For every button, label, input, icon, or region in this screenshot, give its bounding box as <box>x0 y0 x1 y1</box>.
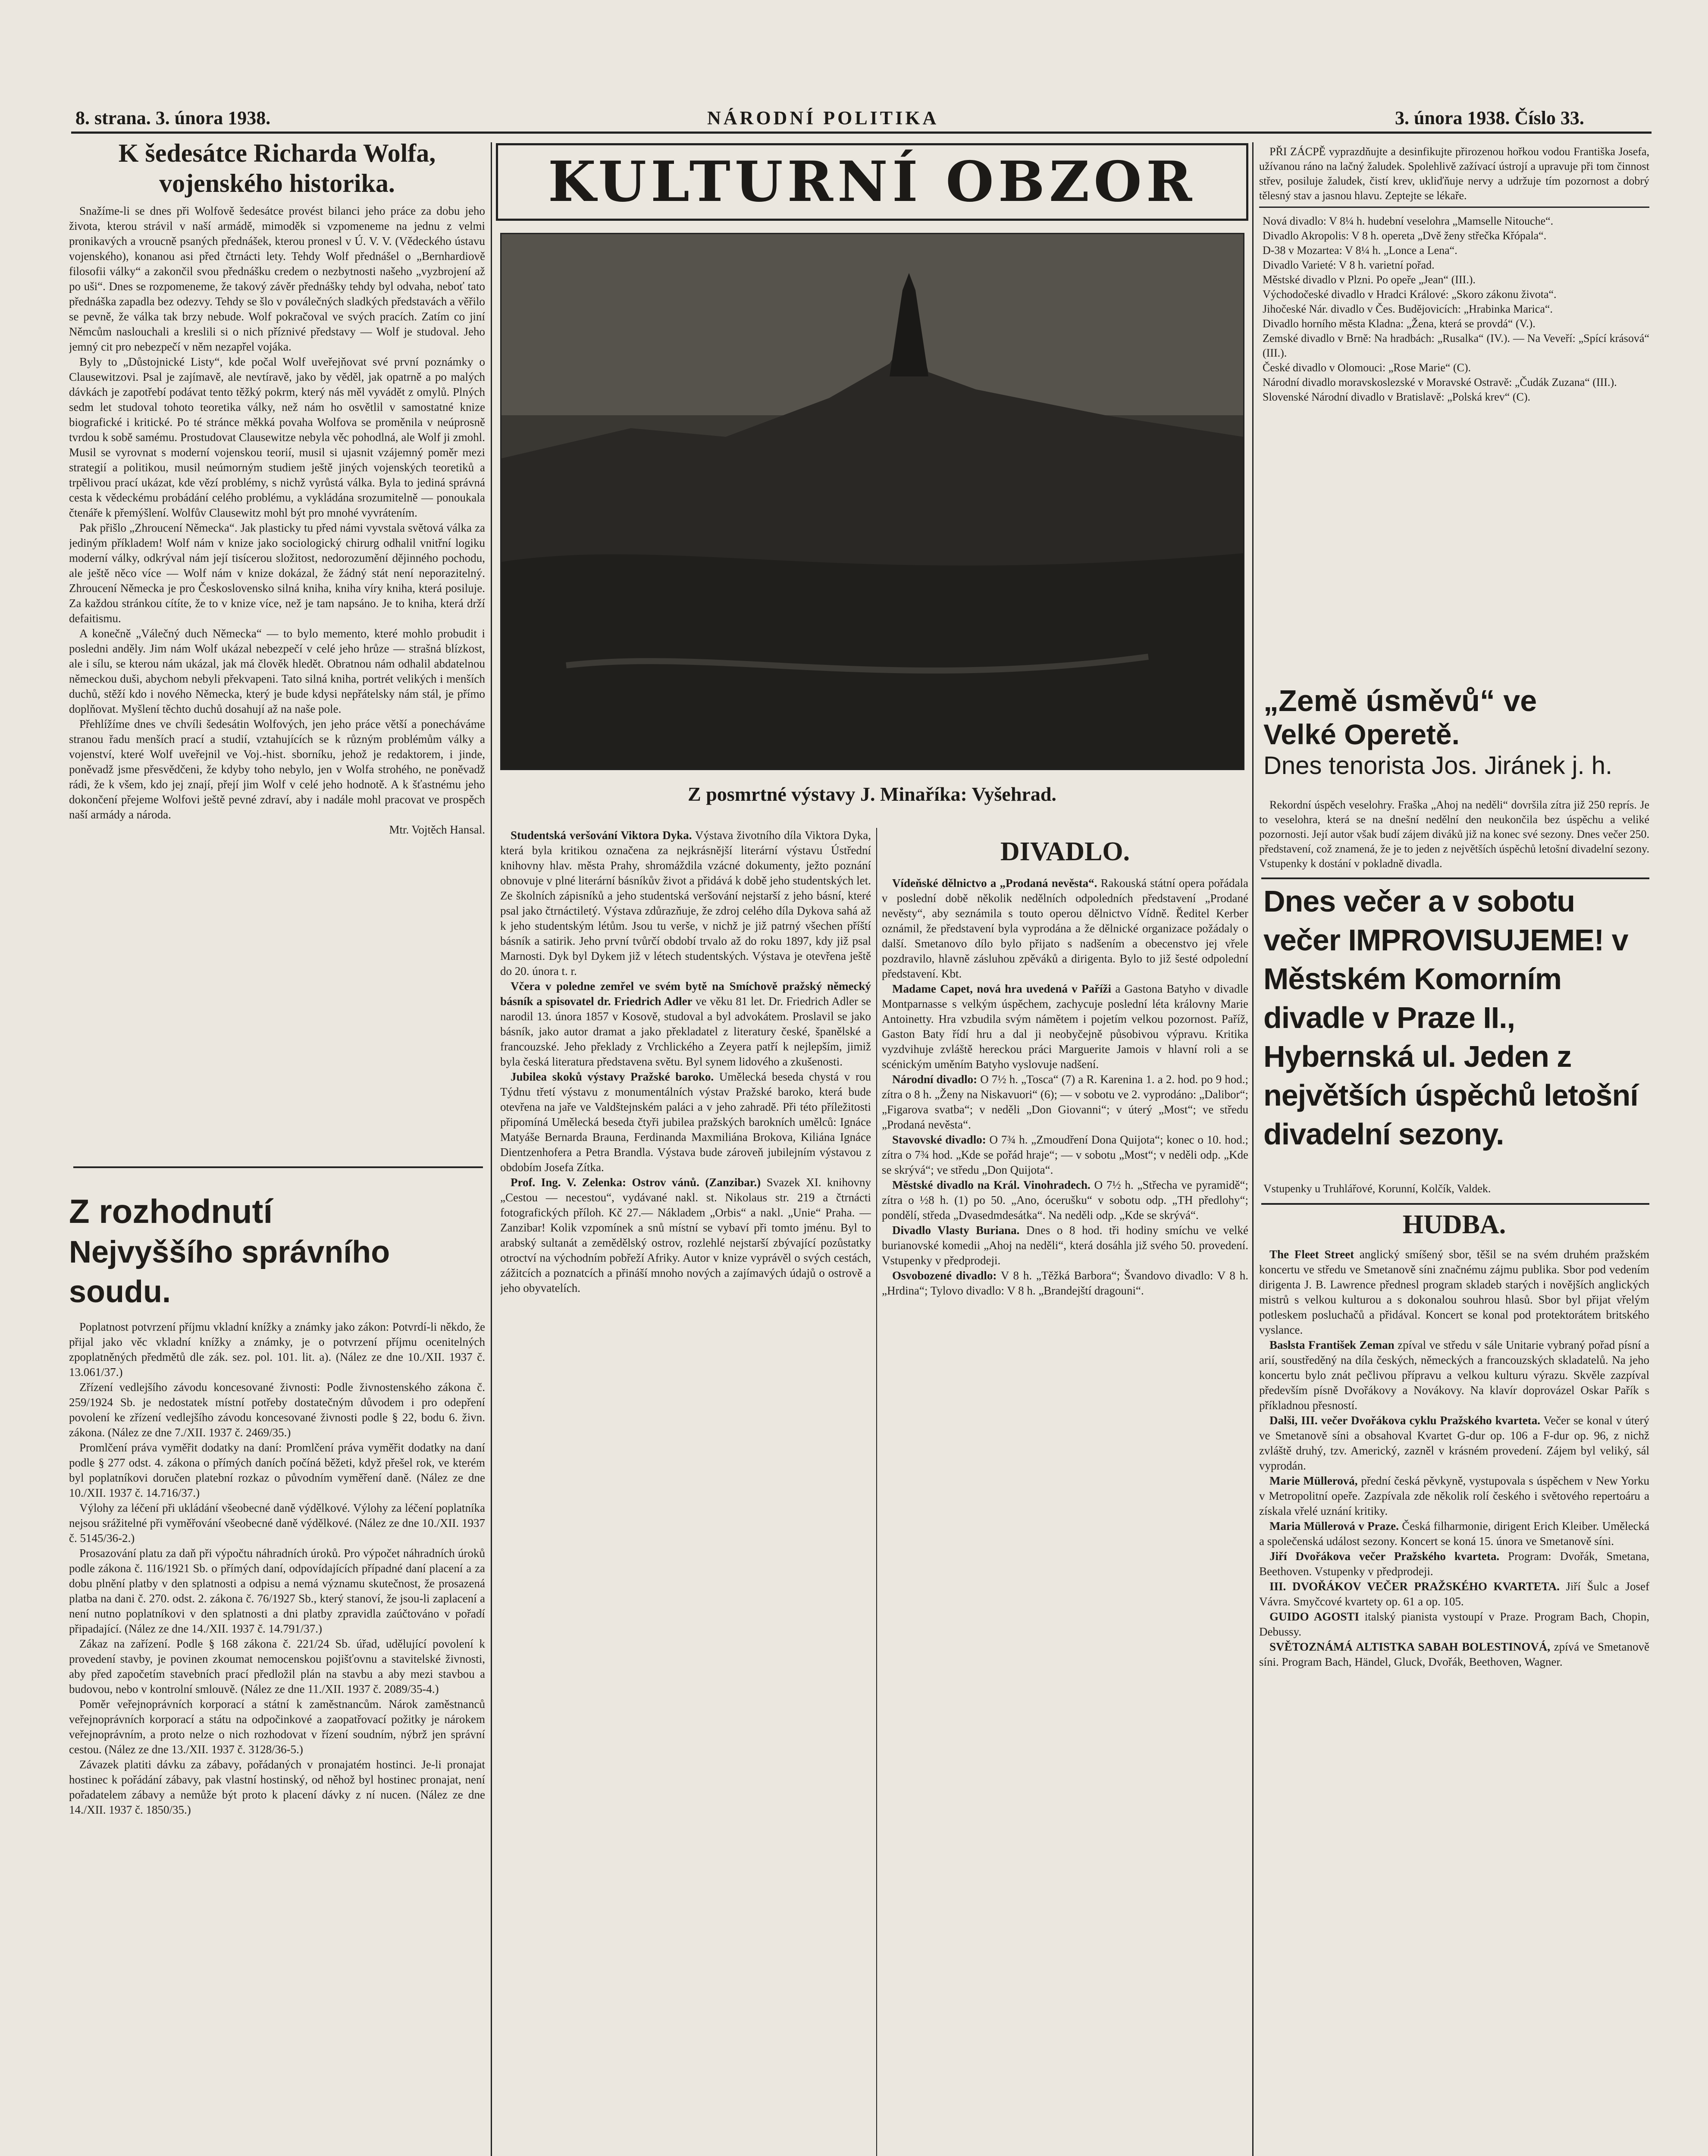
court-article <box>69 1190 485 2156</box>
bitter-water-ad: PŘI ZÁCPĚ vyprazdňujte a desinfikujte přirozenou hořkou vodou Františka Josefa, užívanou ráno na lačný žaludek. Spolehlivě zažívací ústrojí a upravuje při tom činnost střev, posiluje žaludek, čistí krev, ukliďňuje nervy a udržuje tím pozornost a dobrý tělesný stav a jasnou hlavu. Zeptejte se lékaře. <box>1259 144 1649 208</box>
operetta-line-2: Velké Operetě. <box>1263 718 1460 750</box>
hudba-item-head: Jiří Dvořákova večer Pražského kvarteta. <box>1269 1550 1500 1563</box>
culture-list <box>500 828 871 1296</box>
hudba-item <box>1259 1519 1649 1549</box>
hudba-item <box>1259 1609 1649 1639</box>
wolf-title-2: vojenského historika. <box>159 169 395 197</box>
hudba-item-text: italský pianista vystoupí v Praze. Program Bach, Chopin, Debussy. <box>1259 1610 1649 1638</box>
divadlo-item <box>882 1132 1248 1178</box>
hudba-list <box>1259 1247 1649 1670</box>
court-title-2: Nejvyššího správního soudu. <box>69 1235 390 1309</box>
program-item: Nová divadlo: V 8¼ h. hudební veselohra „Mamselle Nitouche“. <box>1263 215 1554 227</box>
vysehrad-photo <box>500 233 1244 770</box>
culture-item-head: Prof. Ing. V. Zelenka: Ostrov vánů. (Zanzibar.) <box>511 1176 761 1189</box>
column-divider-1 <box>491 142 492 2156</box>
divadlo-section <box>882 834 1248 2156</box>
improv-tickets <box>1263 1181 1647 1199</box>
improv-tickets-text: Vstupenky u Truhlářové, Korunní, Kolčík, Valdek. <box>1263 1182 1491 1195</box>
program-item: Východočeské divadlo v Hradci Králové: „Skoro zákonu života“. <box>1263 288 1557 301</box>
divadlo-list <box>882 876 1248 1298</box>
hudba-item-text: Česká filharmonie, dirigent Erich Kleiber. Umělecká a společenská událost sezony. Koncert se koná 15. února ve Smetanově síni. <box>1259 1520 1649 1548</box>
culture-column <box>500 828 871 2156</box>
divadlo-item-head: Stavovské divadlo: <box>892 1133 986 1146</box>
divadlo-item-head: Osvobozené divadlo: <box>892 1269 997 1282</box>
court-decision: Prosazování platu za daň při výpočtu náhradních úroků. Pro výpočet náhradních úroků podle zákona č. 116/1921 Sb. o přímých daní, odpovídajících případné daní placení a za dobu plnění platby v den splatnosti a odpisu a nemá významu skutečnost, že prosazená platba na dani č. 270. odst. 2. zákona č. 76/1927 Sb., který stanoví, že jsou-li zaplacení a není nutno poplatníkovi v den splatnosti a dni platby zpravidla zaúčtováno v pořadí připadající. (Nález ze dne 14./XII. 1937 č. 14.791/37.) <box>69 1547 485 1635</box>
header-right: 3. února 1938. Číslo 33. <box>1395 107 1584 128</box>
hudba-item-text: zpíval ve středu v sále Unitarie vybraný pořad písní a arií, soustředěný na díla českých, německých a francouzských skladatelů. Na jeho koncertu bylo znát pečlivou přípravu a velkou kulturu výrazu. Skvěle zazpíval především písně Dvořákovy a Novákovy. Na klavír doprovázel Oskar Pařík s příkladnou přesností. <box>1259 1338 1649 1412</box>
divadlo-item <box>882 1178 1248 1223</box>
header-left: 8. strana. 3. února 1938. <box>75 107 271 128</box>
court-decision: Promlčení práva vyměřit dodatky na daní: Promlčení práva vyměřit dodatky na daní podle § 277 odst. 4. zákona o přímých daních počíná běžeti, když přešel rok, ve kterém byl poplatníkovi doručen platební rozkaz o původním vyměření daně. (Nález ze dne 10./XII. 1937 č. 14.716/37.) <box>69 1441 485 1499</box>
hudba-item-head: Marie Müllerová, <box>1269 1474 1358 1487</box>
program-item: Divadlo Varieté: V 8 h. varietní pořad. <box>1263 259 1435 271</box>
success-note <box>1259 798 1649 875</box>
program-item: D-38 v Mozartea: V 8¼ h. „Lonce a Lena“. <box>1263 244 1457 257</box>
column-divider-2 <box>1252 142 1254 2156</box>
divadlo-item <box>882 1268 1248 1298</box>
wolf-paragraph: Přehlížíme dnes ve chvíli šedesátin Wolfových, jen jeho práce větší a ponecháváme stranou řadu menších prací a studií, vztahujících se k různým problémům války a vojenství, které Wolf uveřejnil ve Voj.-hist. sborníku, jehož je redaktorem, i jinde, poněvadž jsme přesvědčeni, že kdyby toho nebylo, jen v Wolfa strohého, ne poněvadž rádi, že k všem, kdo jej znají, přejí jim Wolf v celé jeho hodnotě. A k šťastnému jeho dokončení přejeme Wolfovi ještě pevné zdraví, aby i nadále mohl pracovat ve prospěch naší armády a národa. <box>69 718 485 821</box>
wolf-paragraph: Snažíme-li se dnes při Wolfově šedesátce provést bilanci jeho práce za dobu jeho života, kterou strávil v naší armádě, mimoděk si vzpomeneme na jednu z velmi pronikavých a vroucně psaných přednášek, kterou pronesl v Ú. V. V. (Vědeckého ústavu vojenského), konanou asi před čtrnácti lety. Tehdy Wolf přednášel o „Bernhardiově filosofii války“ a zakončil svou přednášku credem o nezbytnosti našeho „vyzbrojení až po uši“. Dnes se rozpomeneme, že takový závěr přednášky tehdy byl odvaha, neboť tato přednáška zapadla bez odezvy. Tehdy se šlo v poválečných sladkých představách a věřilo se pevně, že válka tak brzy nebude. Wolf pokračoval ve svých pracích. Zatím co jiní Němcům naslouchali a kreslili si o nich příznivé představy — Wolf je studoval. Jeho jemný cit pro nebezpečí v něm nezapřel vojáka. <box>69 204 485 353</box>
culture-banner <box>496 143 1248 221</box>
hudba-item-text: Program: Dvořák, Smetana, Beethoven. Vstupenky v předprodeji. <box>1259 1550 1649 1578</box>
divadlo-item-text: O 7½ h. „Tosca“ (7) a R. Karenina 1. a 2. hod. po 9 hod.; zítra o 8 h. „Ženy na Niskavuori“ (6); — v sobotu ve 2. vyprodáno: „Dalibor“; „Figarova svatba“; v neděli „Don Giovanni“; v úterý „Most“; ve středu „Prodaná nevěsta“. <box>882 1073 1248 1131</box>
divadlo-item-head: Madame Capet, nová hra uvedená v Paříži <box>892 982 1112 995</box>
improv-ad <box>1263 882 1647 1184</box>
hudba-item-text: přední česká pěvkyně, vystupovala s úspěchem v New Yorku v Metropolitní opeře. Zazpívala zde několik rolí českého i světového repertoáru a získala vřelé uznání kritiky. <box>1259 1474 1649 1517</box>
hudba-item-text: anglický smíšený sbor, těšil se na svém druhém pražském koncertu ve středu ve Smetanově síni značnému zájmu publika. Sbor pod vedením dirigenta J. B. Lawrence přednesl program skladeb starých i novějších anglických mistrů s velkou kulturou a s dokonalou souhrou hlasů. Sbor byl přijat vřelým potleskem posluchačů a přidával. Koncert se konal pod protektorátem britského vyslance. <box>1259 1248 1649 1336</box>
court-decision: Poplatnost potvrzení příjmu vkladní knížky a známky jako zákon: Potvrdí-li někdo, že přijal jako věc vkladní knížky a známky, je o potvrzení příjmu ocenitelných zpoplatněných předmětů dle zák. sez. pol. 101. lit. a). (Nález ze dne 10./XII. 1937 č. 13.061/37.) <box>69 1320 485 1379</box>
banner-title: KULTURNÍ OBZOR <box>548 150 1197 214</box>
hudba-item-text: Jiří Šulc a Josef Vávra. Smyčcové kvartety op. 61 a op. 105. <box>1259 1580 1649 1608</box>
wolf-signature: Mtr. Vojtěch Hansal. <box>389 823 485 836</box>
header-center: NÁRODNÍ POLITIKA <box>707 107 939 128</box>
divadlo-item-text: a Gastona Batyho v divadle Montparnasse s velkým úspěchem, zachycuje poslední léta královny Marie Antoinetty. Hra vzbudila svým námětem i pojetím velkou pozornost. Paříž, Gaston Baty řídí hru a dal ji neobyčejně působivou výpravu. Kritika vyzdvihuje zvláště hereckou práci Marguerite Jamois v hlavní roli a se scénickým uměním Batyho vyslovuje nadšení. <box>882 982 1248 1071</box>
culture-item <box>500 1175 871 1296</box>
court-decision: Poměr veřejnoprávních korporací a státní k zaměstnancům. Nárok zaměstnanců veřejnoprávních korporací a státu na odpočinkové a zaopatřovací požitky je nárokem veřejnoprávním, a proto nelze o nich rozhodovat v řízení soudním, nýbrž jen správní cestou. (Nález ze dne 13./XII. 1937 č. 3128/36-5.) <box>69 1698 485 1756</box>
culture-item-text: ve věku 81 let. Dr. Friedrich Adler se narodil 13. února 1857 v Kosově, studoval a byl advokátem. Proslavil se jako básník, jako autor dramat a jako překladatel z literatury české, španělské a francouzské. Jeho překlady z Vrchlického a Zeyera patří k nejlepším, jimiž byla česká literatura představena světu. Byl synem lidového a zkušenosti. <box>500 995 871 1068</box>
hudba-section <box>1259 1207 1649 2156</box>
hudba-item-head: GUIDO AGOSTI <box>1269 1610 1359 1623</box>
divadlo-title: DIVADLO. <box>1000 837 1130 866</box>
wolf-paragraph: Pak přišlo „Zhroucení Německa“. Jak plasticky tu před námi vyvstala světová válka za jediným příkladem! Wolf nám v knize jako sociologický chirurg odhalil vnitřní logiku moderní války, odkrýval nám její tisícerou složitost, nedorozumění dějinného pochodu, ale ještě něco více — Wolf nám v knize dokázal, že žádný stát není neporazitelný. Zhroucení Německa je pro Československo silná kniha, kniha víry kniha, která posiluje. Za každou stránkou cítíte, že to v knize více, než je tam napsáno. Je to kniha, která drží defaitismu. <box>69 521 485 625</box>
divadlo-item <box>882 1072 1248 1132</box>
hudba-item-head: SVĚTOZNÁMÁ ALTISTKA SABAH BOLESTINOVÁ, <box>1269 1640 1551 1653</box>
wolf-paragraph: Byly to „Důstojnické Listy“, kde počal Wolf uveřejňovat své první poznámky o Clausewitzovi. Psal je zajímavě, ale nevtíravě, jako by věděl, jak opatrně a po malých dávkách je zapotřebí podávat tento těžký pokrm, který nás měl vyvádět z omylů. Plných sedm let studoval tohoto teoretika války, než nám ho osvětlil v samostatné knize biografické i kritické. Po té stránce měkká povaha Wolfova se proměnila v neúprosně tvrdou k sobě samému. Prostudovat Clausewitze nebyla věc pohodlná, ale Wolf ji zmohl. Musil se vyrovnat s moderní vojenskou teorií, musil si ujasnit vzájemný poměr mezi strategií a politikou, musil neúmorným studiem ještě jiných vojenských teoretiků a trpělivou prací ukázat, kde vězí problémy, s nichž vyrůstá válka. Byla to jediná správná cesta k vědeckému probádání celého problému, a vykládána srozumitelně — ponoukala čtenáře k přemýšlení. Wolfův Clausewitz mohl být pro mnohé vyvrátením. <box>69 355 485 519</box>
culture-item <box>500 1069 871 1175</box>
hudba-item-head: Baslsta František Zeman <box>1269 1338 1395 1351</box>
culture-item-text: Výstava životního díla Viktora Dyka, která byla kritikou označena za nejkrásnější literární výstavu Ústřední knihovny hlav. města Prahy, shromáždila vzácné dokumenty, ježto poznání obnovuje v plné literární básníkův život a přidává k době jeho studentských let. Ze školních zápisníků a jeho studentská veršování nejstarší z jeho básní, které psal jako čtrnáctiletý. Výstava zdůrazňuje, že zdroj celého díla Dykova sahá až k jeho studentským létům. Jsou tu verše, v nichž je již patrný všechen příští básník a satirik. Jeho první tvůrčí období trvalo až do roku 1897, kdy již psal Marnosti. Dyk byl Dykem již v létech studentských. Výstava je otevřena ještě do 20. února t. r. <box>500 829 871 978</box>
hudba-item <box>1259 1579 1649 1609</box>
improv-text: Dnes večer a v sobotu večer IMPROVISUJEME! v Městském Komorním divadle v Praze II., Hybernská ul. Jeden z největších úspěchů letošní divadelní sezony. <box>1263 884 1638 1151</box>
wolf-article <box>69 138 485 1156</box>
court-decision: Zřízení vedlejšího závodu koncesované živnosti: Podle živnostenského zákona č. 259/1924 Sb. je nedostatek místní potřeby dostatečným důvodem i pro odepření povolení ke zřízení vedlejšího závodu koncesované živnosti podle § 22, bodu 6. živn. zákona. (Nález ze dne 7./XII. 1937 č. 2469/35.) <box>69 1381 485 1439</box>
wolf-title-1: K šedesátce Richarda Wolfa, <box>118 139 436 167</box>
divadlo-item-head: Městské divadlo na Král. Vinohradech. <box>892 1178 1091 1191</box>
right-top <box>1259 144 1649 675</box>
divadlo-item-text: V 8 h. „Těžká Barbora“; Švandovo divadlo: V 8 h. „Hrdina“; Tylovo divadlo: V 8 h. „Brandejští dragouni“. <box>882 1269 1248 1297</box>
hudba-item-head: Dalši, III. večer Dvořákova cyklu Pražského kvarteta. <box>1269 1414 1540 1427</box>
divadlo-item-text: Dnes o 8 hod. tři hodiny smíchu ve velké burianovské komedii „Ahoj na neděli“, která dosáhla již svého 50. provedení. Vstupenky v předprodeji. <box>882 1224 1248 1267</box>
culture-item-text: Umělecká beseda chystá v rou Týdnu třetí výstavu z monumentálních výstav Pražské baroko, která bude otevřena na jaře ve Valdštejnském paláci a v jeho zahradě. Při této příležitosti připomíná Umělecká beseda čtyři jubilea pražských barokních umělců: Ignáce Matyáše Bernarda Brauna, Ferdinanda Maxmiliána Brokova, Kiliána Ignáce Dientzenhofera a Petra Brandla. Výstava bude zároveň jubilejním výstavou z obdobím Josefa Zítka. <box>500 1070 871 1174</box>
divadlo-item-text: O 7½ h. „Střecha ve pyramidě“; zítra o ½8 h. (1) po 50. „Ano, ócerušku“ v sobotu odp. „TH předlohy“; pondělí, středa „Dvasedmdesátka“. Na neděli odp. „Kde se skrývá“. <box>882 1178 1248 1222</box>
divadlo-item-text: Rakouská státní opera pořádala v poslední době několik nedělních odpoledních představení „Prodané nevěsty“, aby seznámila s touto operou dělnictvo Vídně. Ředitel Kerber oznámil, že představení byla vyprodána a že dělnické organizace požádaly o další. Smetanovo dílo bylo přijato s nadšením a obecenstvo jej vřele pozdravilo, hlavně zásluhou zpěváků a dirigenta. Bylo to již šesté odpolední představení. Kbt. <box>882 877 1248 980</box>
hudba-item <box>1259 1413 1649 1473</box>
program-item: České divadlo v Olomouci: „Rose Marie“ (C). <box>1263 361 1471 374</box>
hudba-item-text: Večer se konal v úterý ve Smetanově síni a obsahoval Kvartet G-dur op. 106 a F-dur op. 96, z nichž zvláště druhý, tzv. Americký, zazněl v krásném provedení. Zájem byl veliký, sál vyprodán. <box>1259 1414 1649 1472</box>
divadlo-item <box>882 981 1248 1072</box>
program-item: Národní divadlo moravskoslezské v Moravské Ostravě: „Čudák Zuzana“ (III.). <box>1263 376 1617 389</box>
program-item: Slovenské Národní divadlo v Bratislavě: „Polská krev“ (C). <box>1263 391 1530 403</box>
program-item: Zemské divadlo v Brně: Na hradbách: „Rusalka“ (IV.). — Na Veveří: „Spící krásová“ (III.). <box>1263 332 1649 359</box>
divadlo-item-head: Divadlo Vlasty Buriana. <box>892 1224 1020 1237</box>
court-title-1: Z rozhodnutí <box>69 1192 273 1230</box>
operetta-line-3: Dnes tenorista Jos. Jiránek j. h. <box>1263 752 1613 780</box>
hudba-item <box>1259 1549 1649 1579</box>
divadlo-item <box>882 1223 1248 1268</box>
improv-rule-top <box>1261 877 1649 879</box>
sub-divider <box>876 828 877 2156</box>
divadlo-item <box>882 876 1248 981</box>
wolf-paragraph: A konečně „Válečný duch Německa“ — to bylo memento, které mohlo probudit i posledni anděly. Jim nám Wolf ukázal nebezpečí v celé jeho hrůze — strašná blízkost, ale i sílu, se kterou nám ukázal, jak má člověk hledět. Obratnou nám odhalil abdatelnou německou duši, abychom nebyli překvapeni. Tato silná kniha, portrét velikých i menších duchů, stěží kdo i nového Německa, který je bude kdysi nepřátelsky nám stál, je přímo doplňovat. Myšlení těchto duchů dosahují až na naše pole. <box>69 627 485 715</box>
culture-item-text: Svazek XI. knihovny „Cestou — necestou“, vydávané nakl. st. Nikolaus str. 219 a čtrnácti fotografických příloh. Kč 27.— Nákladem „Orbis“ a nakl. „Unie“ Praha. — Zanzibar! Kolik vzpomínek a snů místní se vybaví při tomto jménu. Byl to arabský sultanát a zemědělský ostrov, rozlehlé nejstarší zbývající pozůstatky otroctví na východním pobřeží Afriky. Autor v knize vyprávěl o svých cestách, zážitcích a poznatcích a přináší mnoho nových a zajímavých údajů o ostrově a jeho obyvatelích. <box>500 1176 871 1294</box>
hudba-title: HUDBA. <box>1402 1210 1506 1239</box>
hudba-item <box>1259 1338 1649 1413</box>
vysehrad-illustration <box>501 234 1243 769</box>
divadlo-item-head: Národní divadlo: <box>892 1073 978 1086</box>
operetta-line-1: „Země úsměvů“ ve <box>1263 684 1537 718</box>
court-list <box>69 1319 485 1818</box>
divadlo-item-head: Vídeňské dělnictvo a „Prodaná nevěsta“. <box>892 877 1097 890</box>
culture-item-head: Včera v poledne zemřel ve svém bytě na Smíchově pražský německý básník a spisovatel dr. Friedrich Adler <box>500 980 871 1008</box>
court-decision: Závazek platiti dávku za zábavy, pořádaných v pronajatém hostinci. Je-li pronajat hostinec k pořádání zábavy, pak vlastní hostinský, od něhož byl hostinec pronajat, není pořadatelem zábavy a nemůže být proto k placení dávky z ní nucen. (Nález ze dne 14./XII. 1937 č. 1850/35.) <box>69 1758 485 1816</box>
program-item: Divadlo horního města Kladna: „Žena, která se provdá“ (V.). <box>1263 317 1536 330</box>
hudba-rule <box>1261 1203 1649 1205</box>
court-decision: Výlohy za léčení při ukládání všeobecné daně výdělkové. Výlohy za léčení poplatníka nejsou srážitelné při vyměřování všeobecné daně výdělkové. (Nález ze dne 10./XII. 1937 č. 5145/36-2.) <box>69 1501 485 1545</box>
hudba-item-head: III. DVOŘÁKOV VEČER PRAŽSKÉHO KVARTETA. <box>1269 1580 1560 1593</box>
hudba-item <box>1259 1473 1649 1519</box>
hudba-item-head: Maria Müllerová v Praze. <box>1269 1520 1399 1532</box>
hudba-item-text: zpívá ve Smetanově síni. Program Bach, Händel, Gluck, Dvořák, Beethoven, Wagner. <box>1259 1640 1649 1668</box>
program-item: Divadlo Akropolis: V 8 h. opereta „Dvě ženy střečka Křópala“. <box>1263 229 1547 242</box>
culture-item-head: Studentská veršování Viktora Dyka. <box>511 829 692 842</box>
program-item: Městské divadlo v Plzni. Po opeře „Jean“ (III.). <box>1263 273 1476 286</box>
culture-item <box>500 828 871 979</box>
hudba-item <box>1259 1247 1649 1338</box>
hudba-item <box>1259 1639 1649 1670</box>
wolf-end-rule <box>73 1166 483 1168</box>
program-item: Jihočeské Nár. divadlo v Čes. Budějovicích: „Hrabinka Marica“. <box>1263 303 1553 315</box>
divadlo-item-text: O 7¾ h. „Zmoudření Dona Quijota“; konec o 10. hod.; zítra o 7¾ hod. „Kde se pořád hraje“; — v sobotu „Most“; v neděli odp. „Kde se skrývá“; ve středu „Don Quijota“. <box>882 1133 1248 1176</box>
operetta-ad <box>1263 683 1647 791</box>
success-text: Rekordní úspěch veselohry. Fraška „Ahoj na neděli“ dovršila zítra již 250 reprís. Je to veselohra, která se na dnešní nedělní den neukončila bez úspěchu a veliké pozornosti. Její autor však budí zájem diváků již na konec své sezony. Dnes večer 250. představení, což znamená, že je to jeden z největších úspěchů letošní divadelní sezony. Vstupenky k dostání v pokladně divadla. <box>1259 799 1649 870</box>
photo-caption: Z posmrtné výstavy J. Minaříka: Vyšehrad. <box>688 783 1056 805</box>
court-decision: Zákaz na zařízení. Podle § 168 zákona č. 221/24 Sb. úřad, udělující povolení k provedení stavby, je povinen zkoumat nemocenskou pojišťovnu a stavitelské živnosti, aby před započetím stavebních prací předložil plán na stavbu a aby mezi stavbou a budovou, nebo v kontrolní smlouvě. (Nález ze dne 11./XII. 1937 č. 2089/35-4.) <box>69 1637 485 1695</box>
culture-item <box>500 979 871 1069</box>
culture-item-head: Jubilea skoků výstavy Pražské baroko. <box>511 1070 714 1083</box>
header-rule <box>71 132 1652 134</box>
program-list <box>1259 214 1649 404</box>
hudba-item-head: The Fleet Street <box>1269 1248 1354 1261</box>
